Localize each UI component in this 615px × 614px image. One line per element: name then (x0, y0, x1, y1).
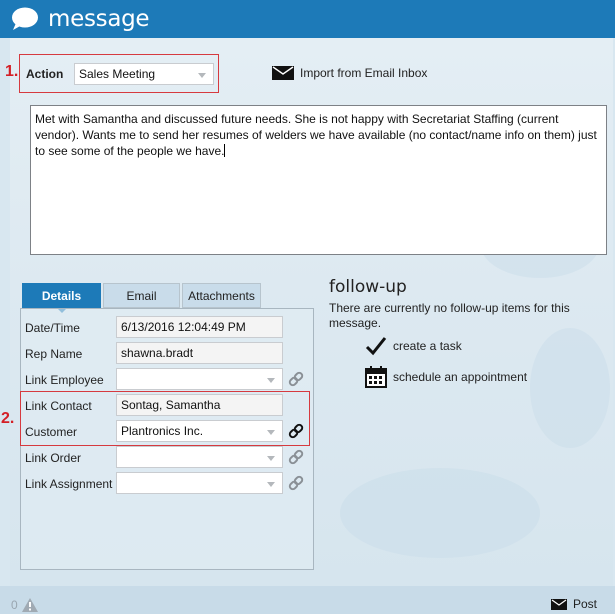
tab-attachments[interactable]: Attachments (182, 283, 261, 308)
chevron-down-icon (267, 430, 275, 435)
text-cursor (224, 144, 225, 157)
import-email-button[interactable] (272, 66, 427, 80)
post-button[interactable] (551, 597, 597, 611)
chain-link-icon[interactable] (288, 449, 304, 465)
followup-empty-text: There are currently no follow-up items for this message. (329, 301, 570, 330)
post-label: Post (572, 597, 597, 611)
link-assignment-select[interactable] (116, 472, 283, 494)
chevron-down-icon (267, 482, 275, 487)
header-bar (0, 0, 615, 38)
chat-bubble-icon (10, 6, 40, 32)
rep-name-field[interactable]: shawna.bradt (116, 342, 283, 364)
rep-name-label: Rep Name (25, 347, 83, 361)
followup-title: follow-up (329, 277, 407, 297)
create-task-label: create a task (393, 339, 462, 353)
chevron-down-icon (198, 73, 206, 78)
chain-link-icon[interactable] (288, 371, 304, 387)
annotation-marker-1: 1. (5, 63, 19, 80)
page-title: message (48, 6, 150, 32)
chevron-down-icon (267, 378, 275, 383)
message-notes-text: Met with Samantha and discussed future needs. She is not happy with Secretariat Staffing (current vendor). Wants me to send her resumes of welders we have available (no contact/name info on them) just to see some of the people we have. (35, 112, 597, 158)
tab-bar (22, 283, 263, 308)
schedule-appointment-button[interactable] (365, 366, 527, 388)
link-order-select[interactable] (116, 446, 283, 468)
action-label: Action (26, 67, 64, 81)
link-contact-label: Link Contact (25, 399, 92, 413)
tab-email[interactable]: Email (103, 283, 180, 308)
action-select-value: Sales Meeting (79, 67, 156, 81)
envelope-icon (551, 599, 567, 610)
footer-bar (0, 586, 615, 614)
message-notes-textarea[interactable] (30, 105, 607, 255)
schedule-appointment-label: schedule an appointment (393, 370, 528, 384)
action-select[interactable] (74, 63, 214, 85)
customer-select[interactable]: Plantronics Inc. (116, 420, 283, 442)
customer-label: Customer (25, 425, 78, 439)
link-employee-label: Link Employee (25, 373, 104, 387)
link-contact-field[interactable]: Sontag, Samantha (116, 394, 283, 416)
datetime-field[interactable]: 6/13/2016 12:04:49 PM (116, 316, 283, 338)
checkmark-icon (365, 336, 387, 356)
annotation-marker-2: 2. (1, 410, 15, 427)
warning-count: 0 (11, 598, 18, 612)
chevron-down-icon (267, 456, 275, 461)
tab-details[interactable]: Details (22, 283, 101, 308)
link-employee-select[interactable] (116, 368, 283, 390)
warning-icon (22, 598, 38, 612)
chain-link-icon[interactable] (288, 475, 304, 491)
warning-counter[interactable] (11, 598, 38, 612)
link-assignment-label: Link Assignment (25, 477, 113, 491)
datetime-label: Date/Time (25, 321, 80, 335)
envelope-icon (272, 66, 294, 80)
import-email-label: Import from Email Inbox (300, 66, 428, 80)
create-task-button[interactable] (365, 336, 462, 356)
link-order-label: Link Order (25, 451, 82, 465)
calendar-icon (365, 366, 387, 388)
chain-link-icon[interactable] (288, 423, 304, 439)
